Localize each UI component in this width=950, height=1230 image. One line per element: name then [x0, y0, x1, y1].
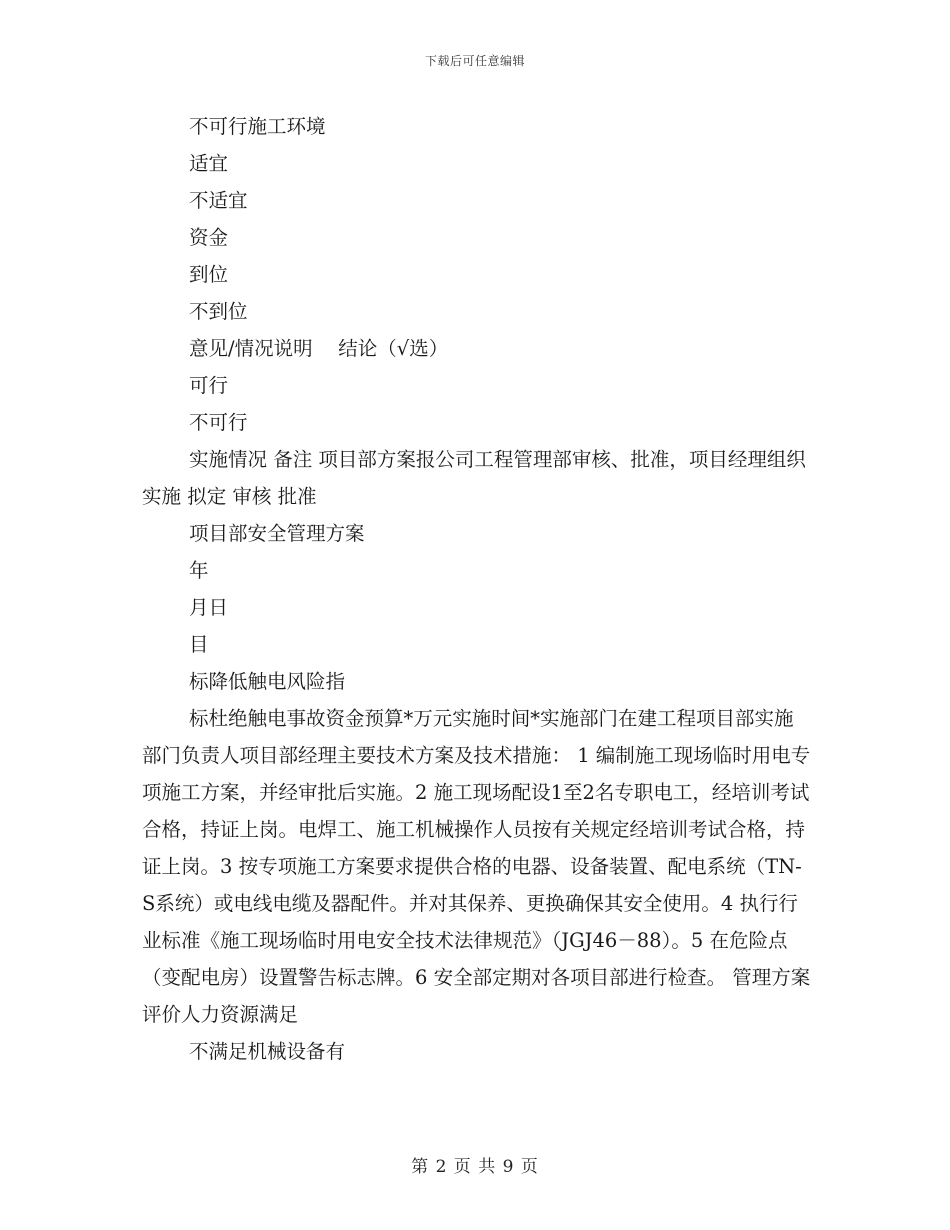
paragraph: 不可行 [189, 411, 248, 434]
paragraph: 到位 [189, 263, 229, 286]
page-header: 下载后可任意编辑 [424, 54, 525, 68]
paragraph: 资金 [189, 226, 229, 249]
document-body [142, 108, 812, 1070]
paragraph: 不可行施工环境 [189, 115, 326, 138]
paragraph: 意见/情况说明 结论（√选） [189, 337, 449, 360]
paragraph: 目 [189, 633, 209, 656]
paragraph: 不适宜 [189, 189, 248, 212]
page-footer: 第 2 页 共 9 页 [411, 1157, 539, 1177]
paragraph: 月日 [189, 596, 229, 619]
paragraph: 实施情况 备注 项目部方案报公司工程管理部审核、批准，项目经理组织实施 拟定 审核 批准 [142, 448, 806, 508]
paragraph: 标杜绝触电事故资金预算*万元实施时间*实施部门在建工程项目部实施部门负责人项目部经理主要技术方案及技术措施： 1 编制施工现场临时用电专项施工方案，并经审批后实施。2 施工现场配设1至2名专职电工，经培训考试合格，持证上岗。电焊工、施工机械操作人员按有关规定经培训考试合格，持证上岗。3 按专项施工方案要求提供合格的电器、设备装置、配电系统（TN-S系统）或电线电缆及器配件。并对其保养、更换确保其安全使用。4 执行行业标准《施工现场临时用电安全技术法律规范》（JGJ46－88）。5 在危险点（变配电房）设置警告标志牌。6 安全部定期对各项目部进行检查。 管理方案评价人力资源满足 [142, 707, 811, 1026]
paragraph: 项目部安全管理方案 [189, 522, 365, 545]
paragraph: 标降低触电风险指 [189, 670, 346, 693]
paragraph: 年 [189, 559, 209, 582]
paragraph: 不到位 [189, 300, 248, 323]
paragraph: 可行 [189, 374, 229, 397]
paragraph: 适宜 [189, 152, 229, 175]
paragraph: 不满足机械设备有 [189, 1040, 346, 1063]
